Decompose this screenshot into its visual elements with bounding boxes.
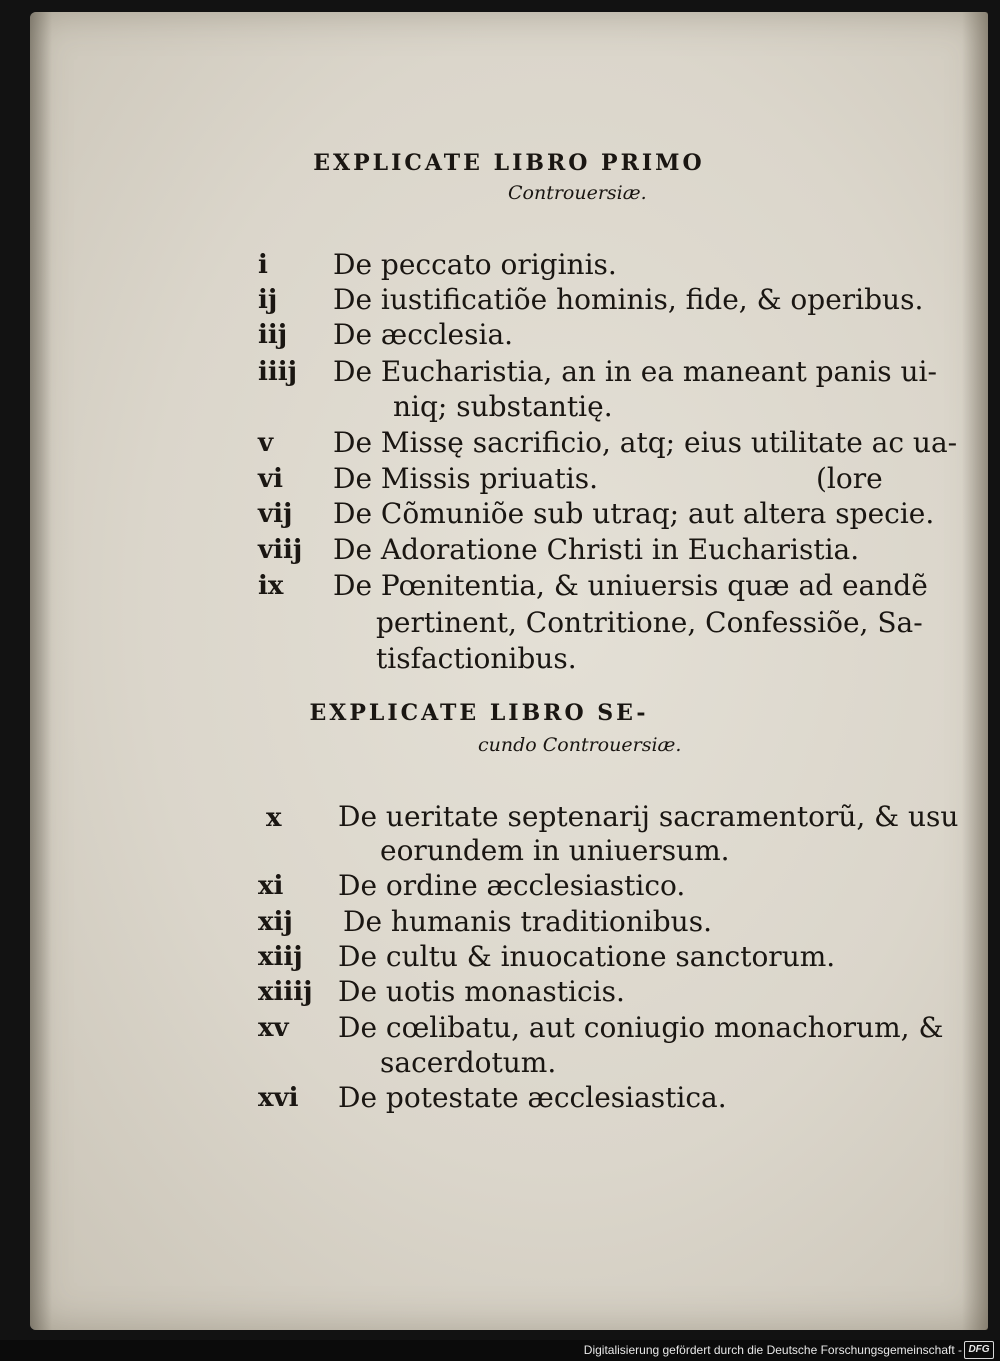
entry-number: viij xyxy=(258,535,303,565)
entry-text: De Missis priuatis. xyxy=(333,462,598,495)
entry-number: x xyxy=(266,803,282,833)
entry-text: De cultu & inuocatione sanctorum. xyxy=(338,940,836,973)
entry-text: De Adoratione Christi in Eucharistia. xyxy=(333,533,860,566)
entry-text: De iustificatiõe hominis, fide, & operibus. xyxy=(333,283,924,316)
entry-number: iiij xyxy=(258,357,298,387)
entry-number: i xyxy=(258,250,268,280)
section1-subheading: Controuersiæ. xyxy=(508,182,647,204)
entry-number: xij xyxy=(258,907,293,937)
entry-text-continuation: tisfactionibus. xyxy=(376,642,577,675)
dfg-logo: DFG xyxy=(964,1341,994,1359)
section2-subheading: cundo Controuersiæ. xyxy=(478,734,682,756)
entry-text: De peccato originis. xyxy=(333,248,617,281)
entry-number: xi xyxy=(258,871,284,901)
digitization-credit: Digitalisierung gefördert durch die Deutsche Forschungsgemeinschaft - xyxy=(583,1343,962,1357)
section1-heading: EXPLICATE LIBRO PRIMO xyxy=(313,150,705,176)
entry-text-continuation: sacerdotum. xyxy=(380,1046,557,1079)
entry-number: ij xyxy=(258,285,278,315)
entry-text-runover: (lore xyxy=(816,462,883,495)
entry-number: v xyxy=(258,428,274,458)
section2-heading: EXPLICATE LIBRO SE- xyxy=(309,700,649,726)
entry-number: xv xyxy=(258,1013,289,1043)
entry-text: De ueritate septenarij sacramentorũ, & usu xyxy=(338,800,959,833)
entry-number: ix xyxy=(258,571,284,601)
entry-text: De æcclesia. xyxy=(333,318,514,351)
entry-text: De cœlibatu, aut coniugio monachorum, & xyxy=(338,1011,944,1044)
entry-number: vi xyxy=(258,464,283,494)
entry-text: De Cõmuniõe sub utraq; aut altera specie. xyxy=(333,497,935,530)
entry-number: vij xyxy=(258,499,293,529)
book-page xyxy=(30,12,988,1330)
entry-text: De Pœnitentia, & uniuersis quæ ad eandẽ xyxy=(333,569,928,602)
entry-text: De potestate æcclesiastica. xyxy=(338,1081,727,1114)
entry-number: xvi xyxy=(258,1083,299,1113)
entry-text: De humanis traditionibus. xyxy=(343,905,712,938)
entry-text: De ordine æcclesiastico. xyxy=(338,869,686,902)
entry-number: iij xyxy=(258,320,288,350)
entry-text: De Missę sacrificio, atq; eius utilitate ac ua- xyxy=(333,426,958,459)
entry-text: De Eucharistia, an in ea maneant panis ui- xyxy=(333,355,937,388)
entry-text-continuation: pertinent, Contritione, Confessiõe, Sa- xyxy=(376,606,923,639)
entry-number: xiij xyxy=(258,942,303,972)
entry-number: xiiij xyxy=(258,977,313,1007)
entry-text: De uotis monasticis. xyxy=(338,975,625,1008)
entry-text-continuation: eorundem in uniuersum. xyxy=(380,834,730,867)
entry-text-continuation: niq; substantię. xyxy=(393,390,613,423)
